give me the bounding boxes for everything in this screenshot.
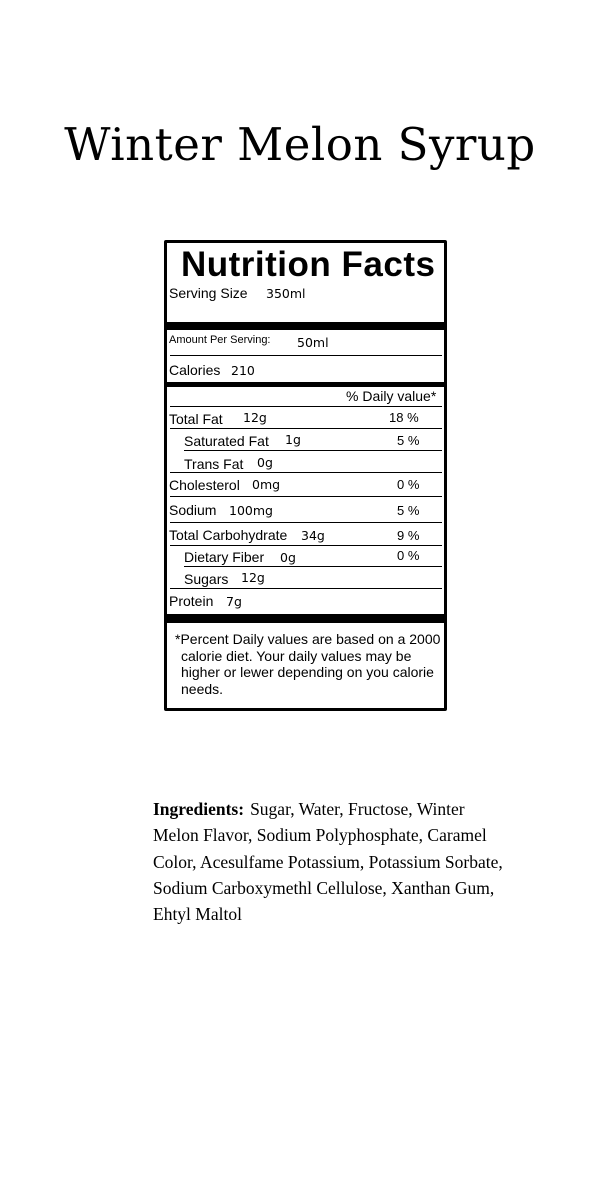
divider <box>170 496 442 497</box>
divider <box>170 406 442 407</box>
nutrient-percent-total-fat: 18 % <box>389 410 419 425</box>
nutrient-percent-cholesterol: 0 % <box>397 477 420 492</box>
product-title: Winter Melon Syrup <box>64 118 536 171</box>
divider <box>184 566 442 567</box>
amount-per-serving-label: Amount Per Serving: <box>169 334 271 346</box>
nutrient-name-cholesterol: Cholesterol <box>169 477 240 493</box>
daily-value-footnote <box>175 631 441 697</box>
nutrient-amount-total-carbohydrate: 34g <box>301 528 325 543</box>
nutrient-name-total-fat: Total Fat <box>169 411 223 427</box>
calories-value: 210 <box>231 363 255 378</box>
nutrient-name-saturated-fat: Saturated Fat <box>184 433 269 449</box>
medium-divider <box>167 382 444 387</box>
divider <box>170 355 442 356</box>
nutrient-name-trans-fat: Trans Fat <box>184 456 244 472</box>
amount-per-serving-value: 50ml <box>297 335 329 350</box>
divider <box>170 428 442 429</box>
serving-size-value: 350ml <box>266 286 306 301</box>
ingredients-text: Sugar, Water, Fructose, Winter Melon Flavor, Sodium Polyphosphate, Caramel Color, Acesulfame Potassium, Potassium Sorbate, Sodium Carboxymethl Cellulose, Xanthan Gum, Ehtyl Maltol <box>153 799 503 925</box>
nutrient-percent-dietary-fiber: 0 % <box>397 548 420 563</box>
footnote-text: *Percent Daily values are based on a 2000 calorie diet. Your daily values may be higher or lewer depending on you calorie needs. <box>175 631 441 697</box>
ingredients-label: Ingredients: <box>153 799 245 819</box>
nutrient-name-dietary-fiber: Dietary Fiber <box>184 549 265 565</box>
divider <box>170 588 442 589</box>
thick-divider <box>167 614 444 623</box>
divider <box>170 522 442 523</box>
nutrition-facts-heading: Nutrition Facts <box>181 245 436 284</box>
nutrient-percent-saturated-fat: 5 % <box>397 433 420 448</box>
daily-value-header: % Daily value* <box>346 388 437 404</box>
nutrient-amount-cholesterol: 0mg <box>252 477 281 492</box>
nutrient-amount-saturated-fat: 1g <box>285 432 301 447</box>
divider <box>184 450 442 451</box>
nutrient-amount-total-fat: 12g <box>243 410 267 425</box>
nutrient-percent-total-carbohydrate: 9 % <box>397 528 420 543</box>
nutrient-amount-sodium: 100mg <box>229 503 273 518</box>
nutrient-name-sodium: Sodium <box>169 502 217 518</box>
nutrient-name-protein: Protein <box>169 593 214 609</box>
nutrient-amount-dietary-fiber: 0g <box>280 550 296 565</box>
serving-size-label: Serving Size <box>169 285 248 301</box>
calories-label: Calories <box>169 362 221 378</box>
nutrition-facts-label <box>164 240 447 711</box>
divider <box>170 472 442 473</box>
thick-divider <box>167 322 444 330</box>
ingredients-section <box>153 796 503 927</box>
nutrient-amount-trans-fat: 0g <box>257 455 273 470</box>
nutrient-amount-protein: 7g <box>226 594 242 609</box>
nutrient-percent-sodium: 5 % <box>397 503 420 518</box>
nutrient-amount-sugars: 12g <box>241 570 265 585</box>
nutrient-name-total-carbohydrate: Total Carbohydrate <box>169 527 288 543</box>
nutrient-name-sugars: Sugars <box>184 571 229 587</box>
divider <box>170 545 442 546</box>
